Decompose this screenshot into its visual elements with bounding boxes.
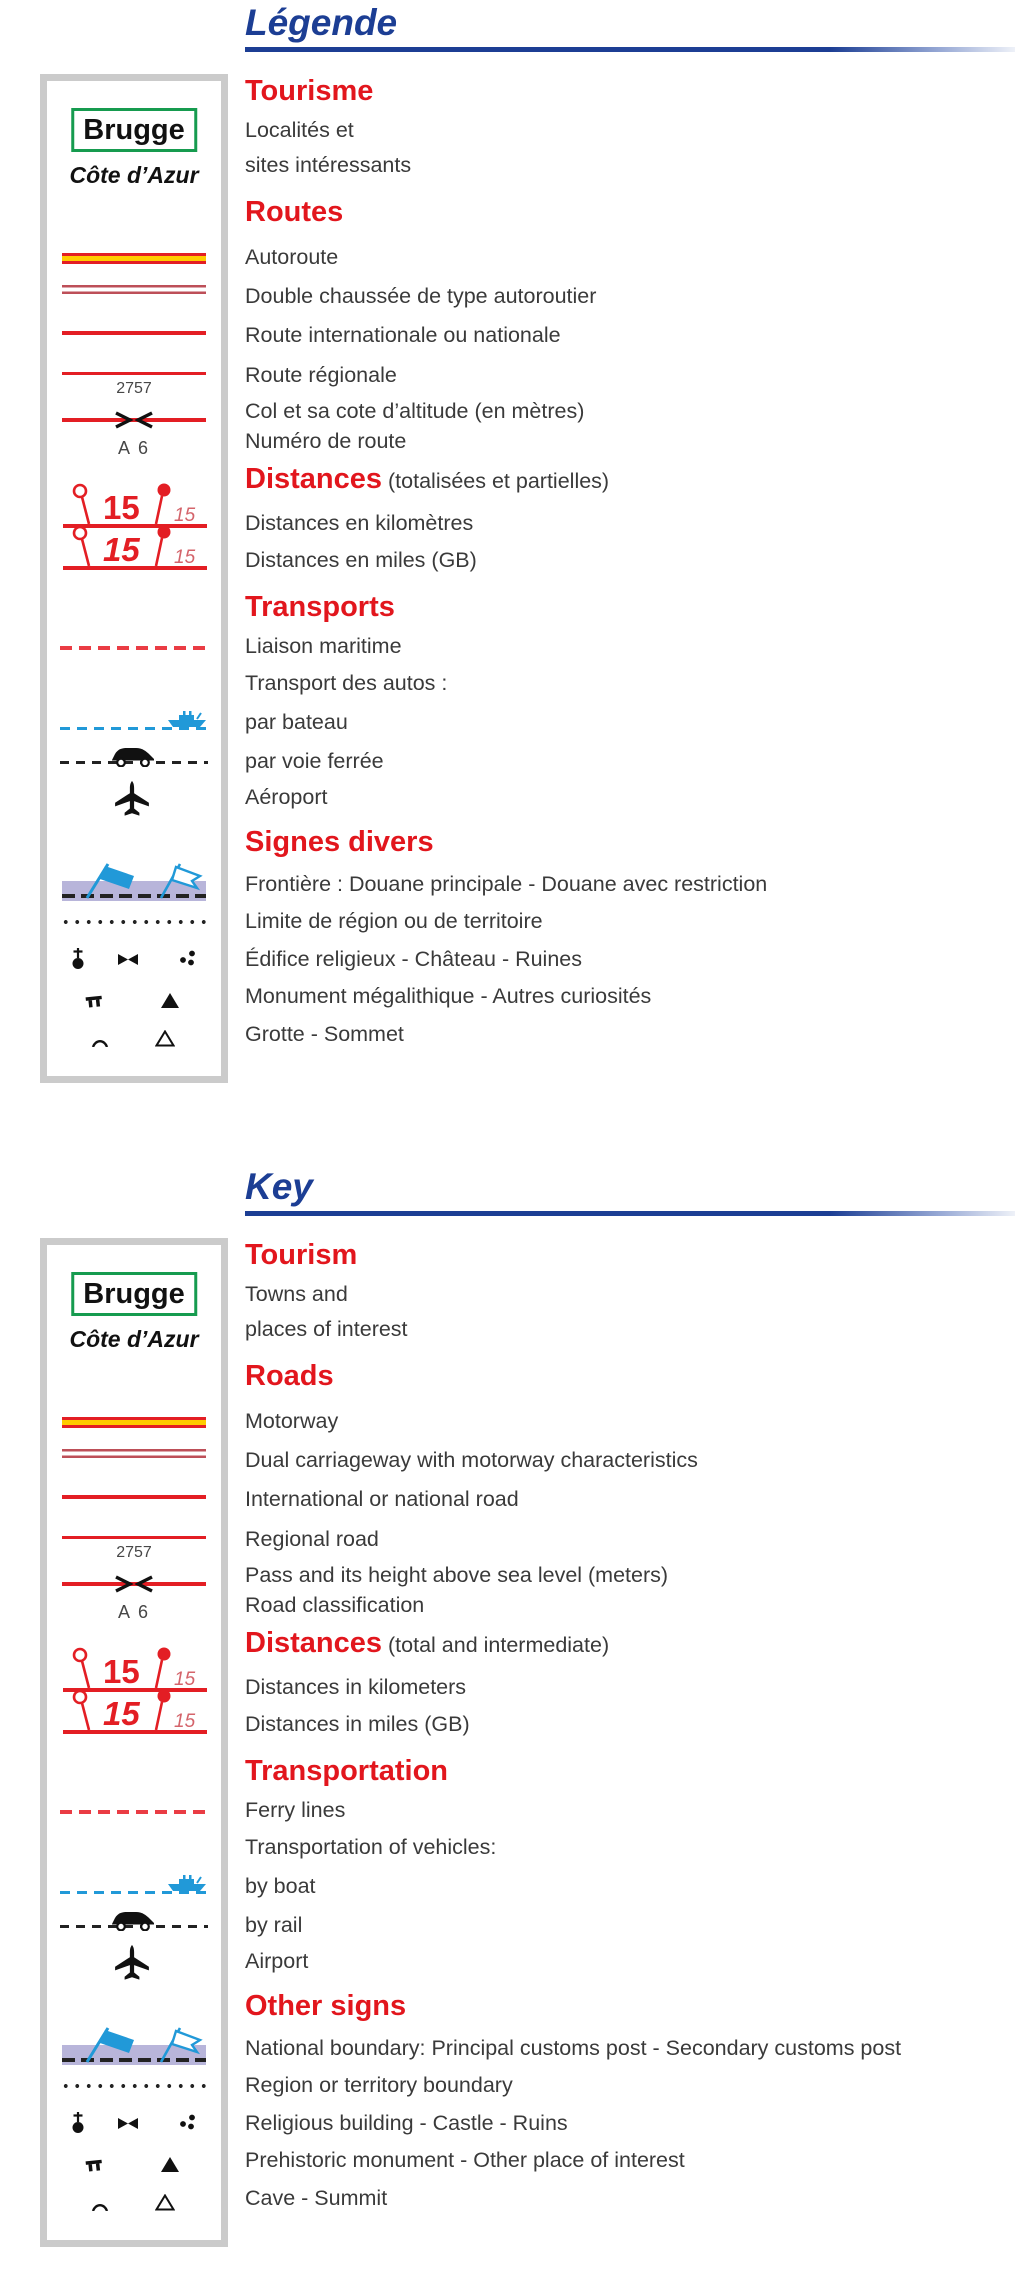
road-number-label: A 6	[117, 1602, 151, 1622]
legend-section-english	[0, 1164, 1024, 2259]
legend-line-cave: Grotte - Sommet	[245, 1022, 404, 1046]
regional-road-symbol	[62, 372, 206, 375]
legend-line-motorway: Autoroute	[245, 245, 339, 269]
megalith-icon	[85, 994, 104, 1008]
summit-icon	[155, 2194, 175, 2211]
legend-line-km: Distances in kilometers	[245, 1675, 467, 1699]
legend-line-region: Region or territory boundary	[245, 2073, 513, 2097]
legend-line-vehicles: Transportation of vehicles:	[245, 1835, 497, 1859]
religious-building-icon	[70, 947, 86, 970]
legend-line-ferry: Ferry lines	[245, 1798, 346, 1822]
heading-tourism: Tourism	[245, 1239, 358, 1271]
heading-roads: Routes	[245, 196, 344, 228]
legend-line-regional: Route régionale	[245, 363, 397, 387]
legend-line-rail: by rail	[245, 1913, 303, 1937]
airplane-icon	[113, 1944, 151, 1982]
legend-line-towns-1: Localités et	[245, 118, 354, 142]
distance-total-km: 15	[103, 1653, 140, 1690]
pass-chevrons-icon	[112, 1574, 156, 1594]
distance-total-miles: 15	[103, 531, 140, 568]
distance-partial-km: 15	[174, 505, 196, 526]
legend-line-towns-1: Towns and	[245, 1282, 348, 1306]
legend-line-boat: by boat	[245, 1874, 316, 1898]
legend-line-pass: Col et sa cote d’altitude (en mètres)	[245, 399, 585, 423]
castle-icon	[117, 952, 139, 967]
legend-line-vehicles: Transport des autos :	[245, 671, 448, 695]
legend-line-border: Frontière : Douane principale - Douane avec restriction	[245, 872, 768, 896]
legend-line-dual: Dual carriageway with motorway characteristics	[245, 1448, 698, 1472]
legend-line-religious: Religious building - Castle - Ruins	[245, 2111, 568, 2135]
megalith-icon	[85, 2158, 104, 2172]
distance-total-km: 15	[103, 489, 140, 526]
legend-line-monument: Prehistoric monument - Other place of interest	[245, 2148, 685, 2172]
heading-transport: Transportation	[245, 1755, 449, 1787]
heading-signs: Other signs	[245, 1990, 407, 2022]
distance-total-miles: 15	[103, 1695, 140, 1732]
poi-triangle-icon	[161, 2157, 179, 2172]
ruins-icon	[179, 949, 197, 966]
heading-transport: Transports	[245, 591, 395, 623]
legend-line-religious: Édifice religieux - Château - Ruines	[245, 947, 582, 971]
section-title: Légende	[245, 2, 398, 43]
pass-chevrons-icon	[112, 410, 156, 430]
car-icon	[107, 1909, 159, 1931]
legend-line-motorway: Motorway	[245, 1409, 339, 1433]
legend-line-towns-2: places of interest	[245, 1317, 408, 1341]
distance-miles-symbol	[47, 522, 221, 574]
legend-line-region: Limite de région ou de territoire	[245, 909, 543, 933]
town-name-box	[71, 108, 197, 152]
region-name: Côte d’Azur	[69, 1326, 199, 1352]
heading-distances	[245, 1627, 609, 1662]
town-name: Brugge	[83, 1278, 185, 1310]
heading-tourism: Tourisme	[245, 75, 374, 107]
customs-flags-icon	[77, 857, 203, 899]
region-name: Côte d’Azur	[69, 162, 199, 188]
legend-line-rail: par voie ferrée	[245, 749, 384, 773]
ferry-line-symbol	[60, 1810, 208, 1814]
heading-roads: Roads	[245, 1360, 334, 1392]
legend-section-french	[0, 0, 1024, 1095]
ship-icon	[167, 1874, 207, 1892]
motorway-line-symbol	[62, 1417, 206, 1428]
distance-partial-miles: 15	[174, 547, 196, 568]
ship-icon	[167, 710, 207, 728]
legend-line-pass: Pass and its height above sea level (meters)	[245, 1563, 669, 1587]
legend-line-airport: Airport	[245, 1949, 309, 1973]
international-road-symbol	[62, 331, 206, 335]
legend-line-ferry: Liaison maritime	[245, 634, 402, 658]
legend-line-cave: Cave - Summit	[245, 2186, 388, 2210]
legend-line-roadnum: Numéro de route	[245, 429, 407, 453]
ferry-line-symbol	[60, 646, 208, 650]
distance-miles-symbol	[47, 1686, 221, 1738]
cave-icon	[90, 2198, 110, 2211]
title-underline	[245, 47, 1015, 52]
heading-distances-suffix: (total and intermediate)	[388, 1633, 610, 1657]
summit-icon	[155, 1030, 175, 1047]
heading-distances-main: Distances	[245, 1627, 383, 1659]
dual-carriageway-symbol	[62, 285, 206, 294]
legend-line-international: Route internationale ou nationale	[245, 323, 561, 347]
road-number-label: A 6	[117, 438, 151, 458]
heading-signs: Signes divers	[245, 826, 434, 858]
pass-height-value: 2757	[116, 380, 152, 397]
ruins-icon	[179, 2113, 197, 2130]
legend-line-miles: Distances in miles (GB)	[245, 1712, 470, 1736]
legend-line-roadnum: Road classification	[245, 1593, 425, 1617]
international-road-symbol	[62, 1495, 206, 1499]
legend-line-monument: Monument mégalithique - Autres curiosités	[245, 984, 652, 1008]
heading-distances	[245, 463, 609, 498]
distance-partial-miles: 15	[174, 1711, 196, 1732]
town-name-box	[71, 1272, 197, 1316]
customs-flags-icon	[77, 2021, 203, 2063]
symbol-panel	[40, 74, 228, 1083]
motorway-line-symbol	[62, 253, 206, 264]
religious-building-icon	[70, 2111, 86, 2134]
legend-line-km: Distances en kilomètres	[245, 511, 474, 535]
legend-line-airport: Aéroport	[245, 785, 328, 809]
title-underline	[245, 1211, 1015, 1216]
town-name: Brugge	[83, 114, 185, 146]
castle-icon	[117, 2116, 139, 2131]
cave-icon	[90, 1034, 110, 1047]
symbol-panel	[40, 1238, 228, 2247]
legend-line-miles: Distances en miles (GB)	[245, 548, 477, 572]
region-boundary-dots	[60, 2084, 210, 2088]
region-boundary-dots	[60, 920, 210, 924]
distance-partial-km: 15	[174, 1669, 196, 1690]
legend-line-boat: par bateau	[245, 710, 348, 734]
pass-height-value: 2757	[116, 1544, 152, 1561]
legend-line-towns-2: sites intéressants	[245, 153, 412, 177]
heading-distances-main: Distances	[245, 463, 383, 495]
poi-triangle-icon	[161, 993, 179, 1008]
legend-line-regional: Regional road	[245, 1527, 379, 1551]
legend-line-dual: Double chaussée de type autoroutier	[245, 284, 597, 308]
dual-carriageway-symbol	[62, 1449, 206, 1458]
legend-line-international: International or national road	[245, 1487, 519, 1511]
regional-road-symbol	[62, 1536, 206, 1539]
car-icon	[107, 745, 159, 767]
heading-distances-suffix: (totalisées et partielles)	[388, 469, 610, 493]
legend-line-border: National boundary: Principal customs post - Secondary customs post	[245, 2036, 902, 2060]
section-title: Key	[245, 1166, 313, 1207]
airplane-icon	[113, 780, 151, 818]
